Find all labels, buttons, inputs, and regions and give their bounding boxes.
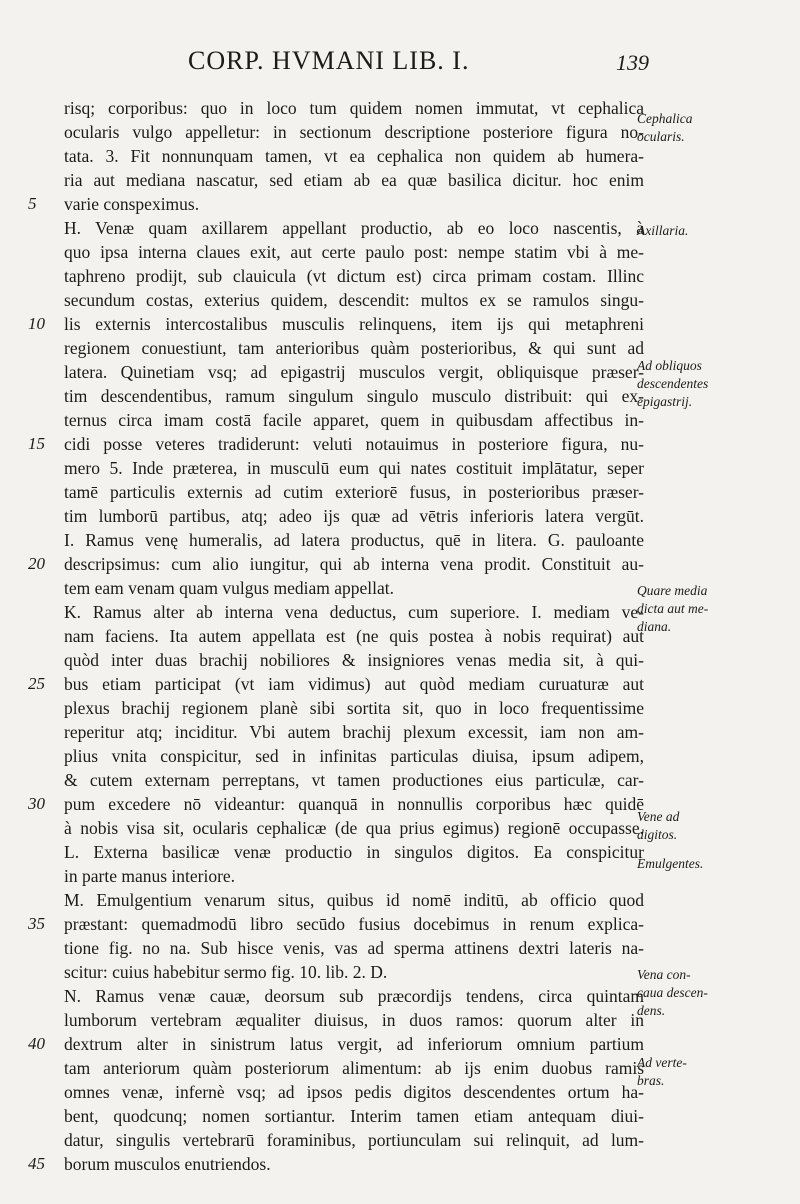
line-text: mero 5. Inde præterea, in musculū eum qui nates costituit implātatur, seper — [64, 458, 644, 478]
line-text: secundum costas, exterius quidem, descendit: multos ex se ramulos singu- — [64, 290, 644, 310]
line-text: bent, quodcunq; nomen sortiantur. Interim tamen etiam antequam diui- — [64, 1106, 644, 1126]
margin-note-line: Quare media — [637, 583, 708, 598]
line-text: H. Venæ quam axillarem appellant productio, ab eo loco nascentis, à — [64, 218, 644, 238]
line-number: 30 — [28, 794, 45, 813]
margin-note — [637, 855, 703, 873]
line-number: 40 — [28, 1034, 45, 1053]
margin-note — [637, 808, 679, 844]
line-text: plius vnita conspicitur, sed in infinitas particulas diuisa, ipsum adipem, — [64, 746, 644, 766]
line-text: quòd inter duas brachij nobiliores & insigniores venas media sit, à qui- — [64, 650, 644, 670]
line-text: borum musculos enutriendos. — [64, 1154, 271, 1174]
margin-note — [637, 357, 708, 411]
line-text: lumborum vertebram æqualiter diuisus, in duos ramos: quorum alter in — [64, 1010, 644, 1030]
line-text: tione fig. no na. Sub hisce venis, vas ad sperma attinens dextri lateris na- — [64, 938, 644, 958]
line-text: tamē particulis externis ad cutim exteriorē fusus, in posterioribus præser- — [64, 482, 644, 502]
line-text: plexus brachij regionem planè sibi sortita sit, quo in loco frequentissime — [64, 698, 644, 718]
line-number: 20 — [28, 554, 45, 573]
line-text: taphreno prodijt, sub clauicula (vt dictum est) circa primam costam. Illinc — [64, 266, 644, 286]
line-text: quo ipsa interna claues exit, aut certe paulo post: nempe statim vbi à me- — [64, 242, 644, 262]
line-text: datur, singulis vertebrarū foraminibus, portiunculam sui relinquit, ad lum- — [64, 1130, 644, 1150]
line-text: ria aut mediana nascatur, sed etiam ab ea quæ basilica dicitur. hoc enim — [64, 170, 644, 190]
line-text: reperitur atq; inciditur. Vbi autem brachij plexum excessit, iam non am- — [64, 722, 644, 742]
line-text: à nobis visa sit, ocularis cephalicæ (de qua prius egimus) regionē occupasse. — [64, 818, 644, 838]
margin-note-line: caua descen- — [637, 985, 708, 1000]
line-number: 10 — [28, 314, 45, 333]
margin-note-line: epigastrij. — [637, 394, 693, 409]
line-text: varie conspeximus. — [64, 194, 200, 214]
line-text: cidi posse veteres tradiderunt: veluti notauimus in posteriore figura, nu- — [64, 434, 644, 454]
line-text: & cutem externam perreptans, vt tamen productiones eius particulæ, car- — [64, 770, 644, 790]
margin-note-line: dicta aut me- — [637, 601, 709, 616]
line-text: tim descendentibus, ramum singulum singulo musculo distribuit: qui ex- — [64, 386, 644, 406]
line-text: K. Ramus alter ab interna vena deductus, cum superiore. I. mediam ve- — [64, 602, 644, 622]
line-text: pum excedere nō videantur: quanquā in nonnullis corporibus hæc quidē — [64, 794, 644, 814]
line-text: dextrum alter in sinistrum latus vergit, ad inferiorum omnium partium — [64, 1034, 644, 1054]
line-number: 35 — [28, 914, 45, 933]
line-number: 45 — [28, 1154, 45, 1173]
margin-note — [637, 966, 708, 1020]
margin-note-line: diana. — [637, 619, 672, 634]
line-text: tam anteriorum quàm posteriorum alimentum: ab ijs enim duobus ramis — [64, 1058, 644, 1078]
margin-note-line: bras. — [637, 1073, 665, 1088]
margin-note-line: Ad verte- — [637, 1055, 687, 1070]
line-text: scitur: cuius habebitur sermo fig. 10. lib. 2. D. — [64, 962, 388, 982]
line-text: risq; corporibus: quo in loco tum quidem nomen immutat, vt cephalica — [64, 98, 644, 118]
line-text: ocularis vulgo appelletur: in sectionum descriptione posteriore figura no- — [64, 122, 644, 142]
margin-note-line: Ad obliquos — [637, 358, 702, 373]
line-text: tim lumborū partibus, atq; adeo ijs quæ ad vētris inferioris latera vergūt. — [64, 506, 644, 526]
margin-note-line: Vena con- — [637, 967, 691, 982]
margin-note-line: descendentes — [637, 376, 709, 391]
margin-note-line: Emulgentes. — [637, 856, 704, 871]
margin-note-line: dens. — [637, 1003, 666, 1018]
line-text: in parte manus interiore. — [64, 866, 236, 886]
line-text: tem eam venam quam vulgus mediam appellat. — [64, 578, 394, 598]
margin-note — [637, 582, 708, 636]
line-text: L. Externa basilicæ venæ productio in singulos digitos. Ea conspicitur — [64, 842, 644, 862]
line-number: 25 — [28, 674, 45, 693]
line-number: 5 — [28, 194, 37, 213]
margin-note — [637, 110, 693, 146]
line-text: M. Emulgentium venarum situs, quibus id nomē inditū, ab officio quod — [64, 890, 644, 910]
line-text: I. Ramus venę humeralis, ad latera productus, quē in litera. G. pauloante — [64, 530, 644, 550]
running-head: CORP. HVMANI LIB. I. — [188, 46, 470, 75]
line-text: ternus circa imam costā facile apparet, quem in quibusdam affectibus in- — [64, 410, 644, 430]
line-text: N. Ramus venæ cauæ, deorsum sub præcordijs tendens, circa quintam — [64, 986, 644, 1006]
line-text: omnes venæ, infernè vsq; ad ipsos pedis digitos descendentes ortum ha- — [64, 1082, 644, 1102]
line-text: descripsimus: cum alio iungitur, qui ab interna vena prodit. Constituit au- — [64, 554, 644, 574]
line-text: præstant: quemadmodū libro secūdo fusius docebimus in renum explica- — [64, 914, 644, 934]
page-number: 139 — [616, 50, 649, 75]
margin-note-line: digitos. — [637, 827, 678, 842]
line-text: nam faciens. Ita autem appellata est (ne quis postea à nobis requirat) aut — [64, 626, 644, 646]
line-number: 15 — [28, 434, 45, 453]
line-text: regionem conuestiunt, tam anterioribus quàm posterioribus, & qui sunt ad — [64, 338, 644, 358]
line-text: latera. Quinetiam vsq; ad epigastrij musculos vergit, obliquisque præser- — [64, 362, 644, 382]
margin-note-line: Vene ad — [637, 809, 680, 824]
line-text: tata. 3. Fit nonnunquam tamen, vt ea cephalica non quidem ab humera- — [64, 146, 644, 166]
margin-note — [637, 1054, 687, 1090]
margin-note-line: ocularis. — [637, 129, 685, 144]
margin-note-line: Cephalica — [637, 111, 693, 126]
line-text: lis externis intercostalibus musculis relinquens, item ijs qui metaphreni — [64, 314, 644, 334]
margin-note — [637, 222, 688, 240]
line-text: bus etiam participat (vt iam vidimus) aut quòd mediam curuaturæ aut — [64, 674, 644, 694]
margin-note-line: Axillaria. — [637, 223, 689, 238]
